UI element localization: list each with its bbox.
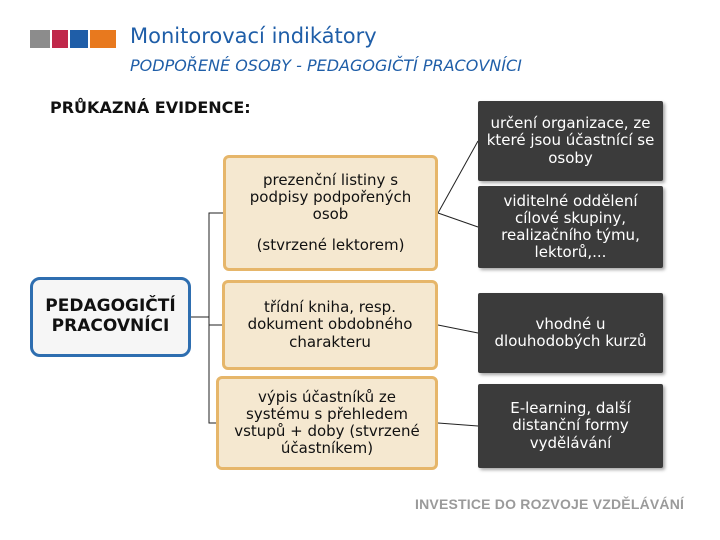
detail-node-label: vhodné u dlouhodobých kurzů [494, 314, 647, 350]
section-label: PRŮKAZNÁ EVIDENCE: [50, 98, 251, 117]
connector-evidence-1-to-detail-1 [438, 141, 478, 213]
connector-evidence-1-to-detail-2 [438, 213, 478, 227]
page-subtitle: PODPOŘENÉ OSOBY - PEDAGOGIČTÍ PRACOVNÍCI [130, 56, 522, 75]
connector-evidence-2-to-detail-3 [438, 325, 478, 333]
detail-node-label: určení organizace, ze které jsou účastnící se osoby [486, 114, 655, 167]
connector-root-to-evidence-1 [191, 213, 223, 317]
footer-slogan: INVESTICE DO ROZVOJE VZDĚLÁVÁNÍ [415, 496, 685, 512]
detail-node-long-courses [478, 293, 663, 373]
evidence-node-label: třídní kniha, resp. dokument obdobného charakteru [247, 298, 413, 351]
detail-node-label: E-learning, další distanční formy vydělávání [510, 399, 631, 452]
detail-node-separation [478, 186, 663, 268]
evidence-node-label: prezenční listiny s podpisy podpořených osob [249, 170, 412, 223]
connector-root-to-evidence-3 [191, 317, 216, 423]
detail-node-organization [478, 101, 663, 181]
detail-node-elearning [478, 384, 663, 468]
evidence-node-attendance-lists [223, 155, 438, 271]
evidence-node-label: výpis účastníků ze systému s přehledem vstupů + doby (stvrzené účastníkem) [234, 387, 420, 458]
detail-node-label: viditelné oddělení cílové skupiny, realizačního týmu, lektorů,... [501, 191, 640, 262]
root-node [30, 277, 191, 357]
root-node-label: PEDAGOGIČTÍ PRACOVNÍCI [45, 296, 176, 336]
page-title: Monitorovací indikátory [130, 24, 377, 48]
evidence-node-class-book [222, 280, 438, 370]
evidence-node-note: (stvrzené lektorem) [256, 236, 405, 255]
evidence-node-system-extract [216, 376, 438, 470]
connector-evidence-3-to-detail-4 [438, 423, 478, 426]
connector-root-to-evidence-2 [191, 317, 222, 325]
